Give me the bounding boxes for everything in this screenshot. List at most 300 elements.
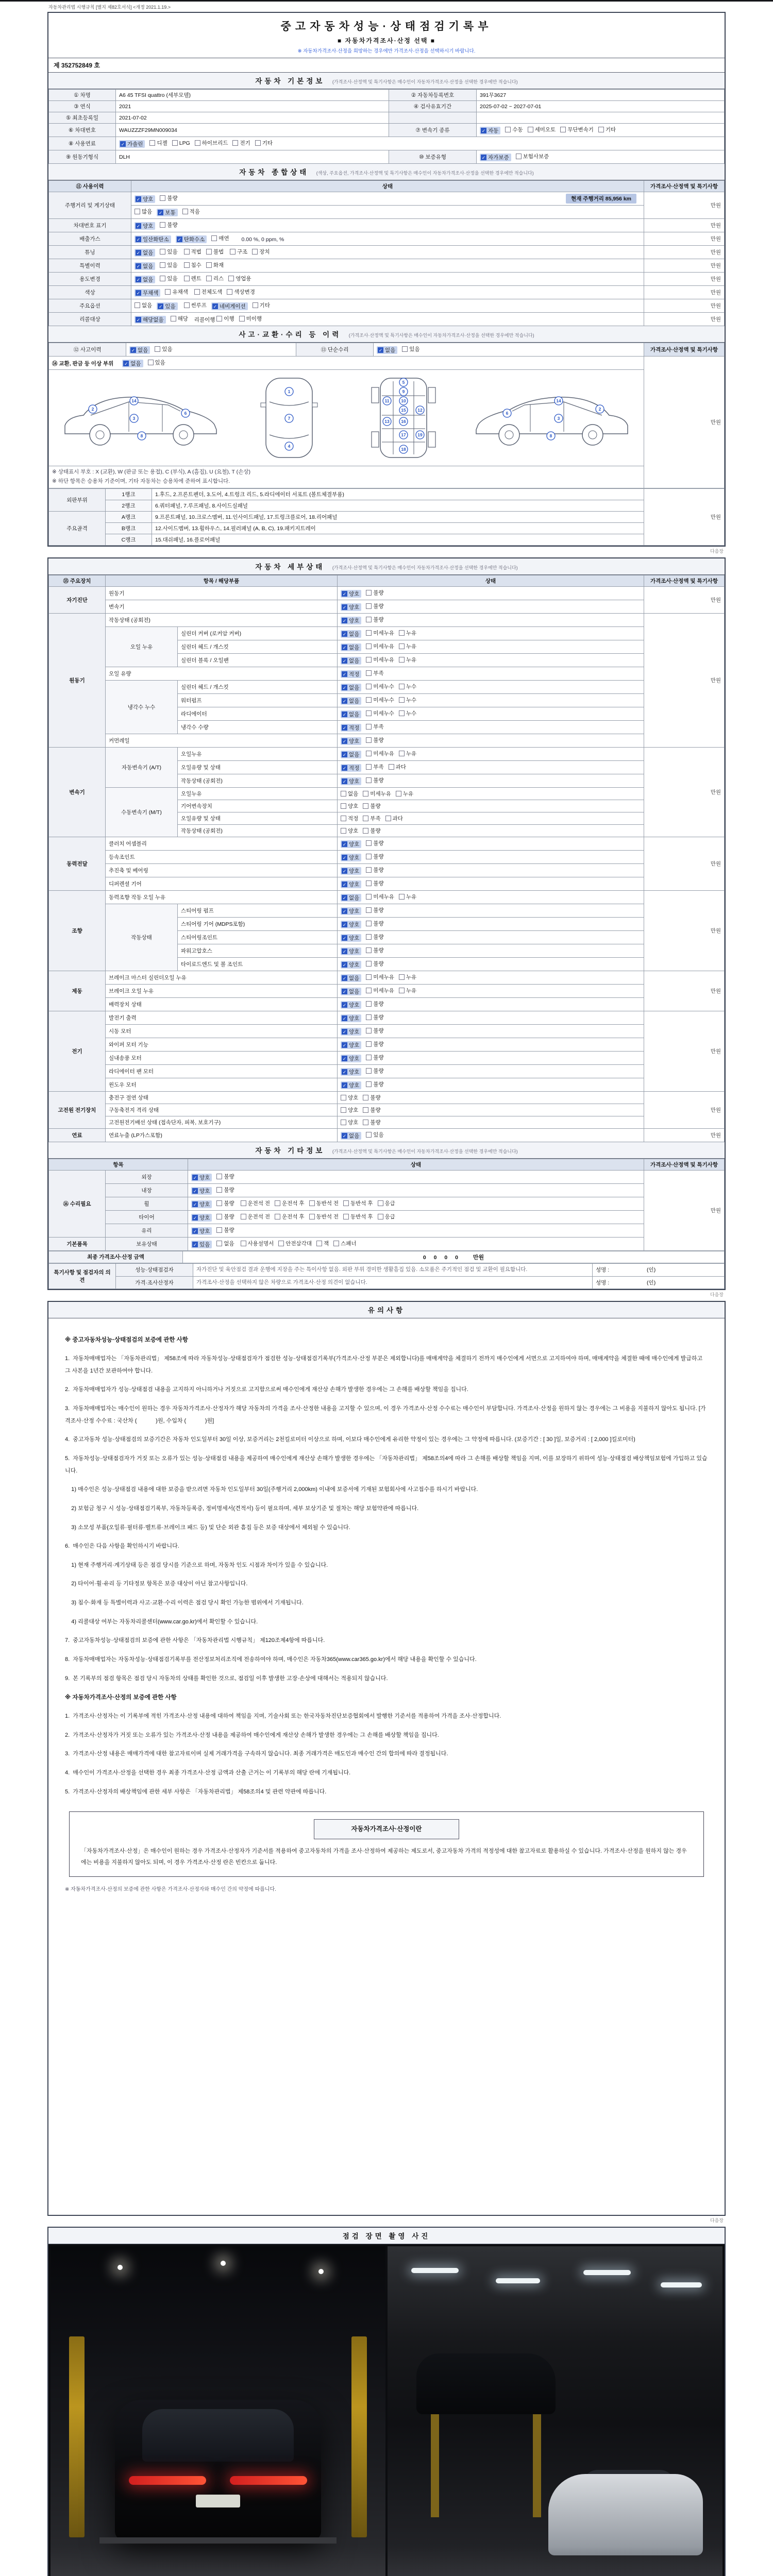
table-header-row (49, 1159, 725, 1170)
checkbox-checked[interactable] (135, 276, 155, 283)
checkbox-unchecked[interactable] (275, 1199, 305, 1207)
checkbox-unchecked[interactable] (216, 1186, 234, 1194)
checkbox-checked[interactable] (341, 657, 361, 665)
checkbox-unchecked[interactable] (378, 1199, 395, 1207)
misc-table (48, 1159, 725, 1251)
checkbox-unchecked[interactable] (598, 126, 616, 133)
checkbox-label: 미이행 (246, 316, 262, 322)
part-number-text: 2 (91, 406, 94, 412)
part-number-text: 1 (288, 389, 291, 394)
checkbox-checked[interactable] (341, 1068, 361, 1076)
checkbox-checked[interactable] (341, 840, 361, 848)
glass-options (188, 1224, 644, 1237)
checkbox-label: 누유 (406, 630, 417, 636)
checkbox-unchecked[interactable] (560, 126, 594, 133)
checkbox-unchecked[interactable] (366, 853, 383, 860)
checkbox-unchecked[interactable] (341, 1094, 358, 1101)
checkbox-box (366, 751, 372, 756)
checkbox-unchecked[interactable] (399, 750, 416, 757)
current-mileage-chip: 현재 주행거리 85,956 km (566, 194, 636, 204)
item-label: 디퍼렌셜 기어 (106, 877, 338, 890)
table-header-row (49, 575, 725, 586)
checkbox-checked[interactable] (341, 867, 361, 875)
checkbox-box (366, 854, 372, 859)
checkbox-checked[interactable] (341, 684, 361, 691)
checkbox-unchecked[interactable] (194, 288, 223, 296)
notice-item: 3. 가격조사·산정 내용은 매매가격에 대한 참고자료이며 실제 거래가격을 구속하지 않습니다. 최종 거래가격은 매도인과 매수인 간의 합의에 따라 결정됩니다. (65, 1751, 448, 1757)
checkbox-label: 없음 (143, 250, 154, 256)
checkbox-unchecked[interactable] (366, 866, 383, 874)
checkbox-box: ✓ (342, 698, 347, 704)
checkbox-box (160, 195, 165, 201)
checkbox-unchecked[interactable] (366, 920, 383, 927)
checkbox-unchecked[interactable] (216, 315, 234, 323)
checkbox-label: 과다 (395, 764, 406, 770)
checkbox-label: 자가보증 (488, 155, 509, 161)
checkbox-checked[interactable] (341, 777, 361, 785)
checkbox-label: 불량 (373, 934, 384, 940)
transmission-options (477, 124, 725, 137)
checkbox-checked[interactable] (191, 1200, 212, 1208)
checkbox-unchecked[interactable] (399, 656, 416, 664)
checkbox-unchecked[interactable] (399, 629, 416, 637)
checkbox-unchecked[interactable] (160, 248, 177, 256)
checkbox-unchecked[interactable] (399, 642, 416, 650)
checkbox-box (216, 1214, 222, 1219)
checkbox-box: ✓ (342, 882, 347, 887)
checkbox-label: 양호 (348, 1107, 359, 1113)
checkbox-unchecked[interactable] (396, 790, 413, 798)
checkbox-unchecked[interactable] (155, 345, 172, 353)
detail-row (49, 1064, 725, 1078)
ceiling-light-glow (221, 2261, 226, 2266)
item-label: 스티어링 펌프 (178, 904, 338, 917)
tire-cell (188, 1210, 644, 1224)
checkbox-unchecked[interactable] (232, 139, 250, 147)
checkbox-unchecked[interactable] (366, 879, 383, 887)
status-cell (338, 1128, 644, 1142)
checkbox-checked[interactable] (341, 1081, 361, 1089)
checkbox-checked[interactable] (135, 222, 155, 230)
checkbox-box: ✓ (193, 1228, 197, 1234)
checkbox-checked[interactable] (135, 316, 166, 324)
checkbox-checked[interactable] (191, 1227, 212, 1235)
checkbox-checked[interactable] (341, 1132, 361, 1140)
checkbox-unchecked[interactable] (402, 345, 419, 353)
recall-done-options (216, 317, 266, 323)
device-label: 고전원 전기장치 (49, 1091, 106, 1128)
checkbox-unchecked[interactable] (366, 736, 383, 744)
checkbox-checked[interactable] (377, 346, 397, 354)
checkbox-checked[interactable] (341, 751, 361, 758)
checkbox-unchecked[interactable] (227, 288, 255, 296)
checkbox-box (399, 630, 405, 636)
ceiling-light-glow (117, 2265, 123, 2270)
checkbox-unchecked[interactable] (363, 1118, 380, 1126)
checkbox-unchecked[interactable] (363, 790, 391, 798)
checkbox-box (366, 1028, 372, 1033)
checkbox-unchecked[interactable] (366, 616, 383, 623)
checkbox-checked[interactable] (341, 710, 361, 718)
checkbox-unchecked[interactable] (528, 126, 556, 133)
checkbox-box (366, 934, 372, 940)
checkbox-unchecked[interactable] (255, 139, 273, 147)
checkbox-unchecked[interactable] (343, 1213, 373, 1221)
checkbox-unchecked[interactable] (216, 1199, 234, 1207)
checkbox-unchecked[interactable] (366, 763, 383, 771)
checkbox-unchecked[interactable] (239, 315, 262, 323)
checkbox-unchecked[interactable] (366, 1040, 383, 1048)
checkbox-box (402, 346, 408, 352)
checkbox-box: ✓ (213, 304, 217, 309)
checkbox-unchecked[interactable] (366, 987, 394, 994)
checkbox-unchecked[interactable] (184, 261, 201, 269)
checkbox-unchecked[interactable] (366, 1054, 383, 1061)
checkbox-box (366, 1081, 372, 1087)
checkbox-unchecked[interactable] (366, 709, 394, 717)
checkbox-checked[interactable] (341, 880, 361, 888)
checkbox-checked[interactable] (135, 195, 155, 203)
checkbox-checked[interactable] (341, 1001, 361, 1009)
checkbox-unchecked[interactable] (399, 987, 416, 994)
checkbox-label: 양호 (349, 948, 360, 955)
checkbox-label: 누유 (402, 790, 414, 797)
checkbox-checked[interactable] (341, 1014, 361, 1022)
checkbox-unchecked[interactable] (366, 602, 383, 610)
checkbox-unchecked[interactable] (366, 642, 394, 650)
appraiser-signature-field[interactable]: 성명 : (인) (593, 1276, 725, 1289)
checkbox-unchecked[interactable] (363, 1106, 380, 1114)
checkbox-box: ✓ (136, 264, 141, 269)
checkbox-checked[interactable] (341, 617, 361, 624)
checkbox-unchecked[interactable] (160, 194, 177, 202)
photos-section-bar (48, 2228, 725, 2244)
checkbox-label: 장치 (259, 249, 270, 255)
checkbox-unchecked[interactable] (216, 1173, 234, 1180)
checkbox-checked[interactable] (341, 961, 361, 969)
checkbox-checked[interactable] (480, 127, 500, 134)
checkbox-box: ✓ (193, 1242, 197, 1247)
status-cell (338, 613, 644, 626)
checkbox-checked[interactable] (341, 1055, 361, 1062)
engine-type-label: ⑨ 원동기형식 (49, 150, 116, 164)
checkbox-checked[interactable] (341, 947, 361, 955)
detail-row (49, 787, 725, 800)
checkbox-unchecked[interactable] (135, 208, 152, 215)
checkbox-unchecked[interactable] (135, 301, 152, 309)
checkbox-unchecked[interactable] (366, 1131, 383, 1139)
document-subtitle: ■ 자동차가격조사·산정 선택 ■ (337, 37, 435, 44)
checkbox-label: 전체도색 (201, 289, 223, 295)
status-cell (338, 747, 644, 760)
checkbox-checked[interactable] (129, 346, 150, 354)
checkbox-unchecked[interactable] (230, 248, 247, 256)
checkbox-unchecked[interactable] (184, 248, 201, 256)
checkbox-unchecked[interactable] (341, 1106, 358, 1114)
checkbox-checked[interactable] (341, 697, 361, 705)
checkbox-label: 불량 (373, 920, 384, 927)
status-cell (338, 1078, 644, 1091)
checkbox-unchecked[interactable] (172, 140, 190, 146)
checkbox-checked[interactable] (211, 302, 248, 310)
checkbox-checked[interactable] (341, 737, 361, 745)
checkbox-unchecked[interactable] (206, 275, 224, 282)
checkbox-unchecked[interactable] (366, 1027, 383, 1035)
checkbox-box (211, 235, 217, 241)
checkbox-unchecked[interactable] (363, 815, 380, 822)
checkbox-unchecked[interactable] (184, 301, 207, 309)
checkbox-unchecked[interactable] (241, 1199, 271, 1207)
checkbox-box: ✓ (342, 618, 347, 623)
checkbox-checked[interactable] (341, 590, 361, 598)
checkbox-unchecked[interactable] (160, 221, 177, 229)
checkbox-unchecked[interactable] (171, 315, 188, 323)
checkbox-unchecked[interactable] (184, 275, 201, 282)
checkbox-unchecked[interactable] (182, 208, 200, 215)
checkbox-label: 응급 (384, 1213, 395, 1220)
checkbox-unchecked[interactable] (216, 1226, 234, 1234)
checkbox-unchecked[interactable] (278, 1240, 312, 1247)
inspection-photo-garage (388, 2246, 722, 2576)
checkbox-box (366, 988, 372, 993)
checkbox-checked[interactable] (135, 289, 160, 297)
checkbox-checked[interactable] (341, 630, 361, 638)
checkbox-unchecked[interactable] (366, 589, 383, 597)
checkbox-unchecked[interactable] (366, 933, 383, 941)
checkbox-unchecked[interactable] (309, 1213, 339, 1221)
checkbox-checked[interactable] (341, 643, 361, 651)
checkbox-label: 양호 (349, 841, 360, 848)
checkbox-unchecked[interactable] (206, 248, 224, 256)
table-row (49, 1224, 725, 1237)
emission-value: 0.00 %, 0 ppm, % (241, 236, 284, 243)
checkbox-checked[interactable] (122, 360, 143, 367)
checkbox-unchecked[interactable] (366, 683, 394, 690)
inspector-signature-field[interactable]: 성명 : (인) (593, 1263, 725, 1276)
checkbox-unchecked[interactable] (366, 1013, 383, 1021)
checkbox-unchecked[interactable] (399, 696, 416, 704)
checkbox-checked[interactable] (119, 140, 145, 148)
checkbox-checked[interactable] (341, 854, 361, 861)
checkbox-box (341, 1120, 346, 1125)
checkbox-checked[interactable] (191, 1174, 212, 1181)
checkbox-checked[interactable] (341, 907, 361, 915)
checkbox-unchecked[interactable] (366, 1080, 383, 1088)
checkbox-unchecked[interactable] (341, 802, 358, 810)
checkbox-checked[interactable] (191, 1187, 212, 1195)
checkbox-box: ✓ (342, 671, 347, 677)
detail-row (49, 984, 725, 997)
misc-status-header: 상태 (188, 1159, 644, 1170)
checkbox-box (278, 1241, 284, 1246)
checkbox-checked[interactable] (341, 670, 361, 678)
accident-section-note: (가격조사·산정액 및 특기사항은 매수인이 자동차가격조사·산정을 선택한 경우에만 적습니다) (348, 333, 534, 338)
checkbox-checked[interactable] (341, 974, 361, 982)
vin-mark-label: 차대번호 표기 (49, 219, 131, 232)
status-cell (338, 680, 644, 693)
checkbox-label: 있음 (199, 1241, 210, 1248)
checkbox-unchecked[interactable] (366, 629, 394, 637)
checkbox-checked[interactable] (341, 724, 361, 732)
checkbox-box: ✓ (342, 658, 347, 664)
checkbox-unchecked[interactable] (206, 261, 224, 269)
color-options (135, 290, 193, 296)
checkbox-checked[interactable] (191, 1214, 212, 1222)
checkbox-box (216, 1187, 222, 1193)
checkbox-unchecked[interactable] (341, 815, 358, 822)
checkbox-label: 없음 (349, 975, 360, 981)
part-number-text: 8 (140, 433, 143, 438)
checkbox-box: ✓ (481, 155, 486, 160)
gauge-options (135, 196, 182, 202)
reg-no-value: 391무3627 (477, 90, 725, 101)
checkbox-box (241, 1214, 246, 1219)
checkbox-box: ✓ (193, 1188, 197, 1194)
checkbox-label: 누유 (406, 750, 417, 757)
checkbox-unchecked[interactable] (341, 827, 358, 835)
checkbox-checked[interactable] (341, 921, 361, 928)
detail-row (49, 1128, 725, 1142)
checkbox-unchecked[interactable] (378, 1213, 395, 1221)
checkbox-unchecked[interactable] (505, 126, 523, 133)
checkbox-box: ✓ (342, 935, 347, 941)
checkbox-unchecked[interactable] (366, 906, 383, 914)
checkbox-unchecked[interactable] (366, 839, 383, 847)
checkbox-unchecked[interactable] (366, 960, 383, 968)
item-label: 오일누유 (178, 747, 338, 760)
checkbox-checked[interactable] (157, 209, 177, 216)
color-label: 색상 (49, 286, 131, 299)
checkbox-unchecked[interactable] (333, 1240, 356, 1247)
table-row (49, 299, 725, 313)
status-cell (338, 787, 644, 800)
checkbox-checked[interactable] (157, 302, 177, 310)
item-label: 윈도우 모터 (106, 1078, 338, 1091)
checkbox-checked[interactable] (480, 154, 511, 161)
checkbox-unchecked[interactable] (399, 973, 416, 981)
checkbox-unchecked[interactable] (366, 656, 394, 664)
checkbox-checked[interactable] (341, 934, 361, 942)
checkbox-checked[interactable] (341, 988, 361, 995)
checkbox-unchecked[interactable] (363, 1094, 380, 1101)
ceiling-light-glow (318, 2269, 324, 2274)
checkbox-unchecked[interactable] (148, 359, 165, 366)
exterior-label: 외장 (106, 1170, 188, 1183)
checkbox-checked[interactable] (135, 249, 155, 257)
table-row (49, 219, 725, 232)
checkbox-box (399, 710, 405, 716)
notices-sectionA-heading: ※ 중고자동차성능·상태점검의 보증에 관한 사항 (65, 1337, 188, 1344)
checkbox-unchecked[interactable] (275, 1213, 305, 1221)
price-cell: 만원 (644, 232, 725, 246)
checkbox-unchecked[interactable] (366, 723, 383, 731)
checkbox-unchecked[interactable] (363, 827, 380, 835)
item-label: 오일유량 및 상태 (178, 812, 338, 824)
checkbox-unchecked[interactable] (399, 893, 416, 901)
checkbox-checked[interactable] (341, 764, 361, 772)
checkbox-checked[interactable] (176, 235, 207, 243)
checkbox-unchecked[interactable] (366, 1000, 383, 1008)
checkbox-unchecked[interactable] (211, 234, 229, 242)
notice-item: 1. 자동차매매업자는 「자동차관리법」 제58조에 따라 자동차성능·상태점검자가 점검한 성능·상태점검기록부(가격조사·산정 부분은 제외합니다)를 매매계약을 체결하기 전까지 매수인에게 서면으로 고지하여야 하며, 매매계약을 체결한 때에 매수인에게 발급하고 그 사본을 1년간 보관하여야 합니다. (65, 1355, 704, 1374)
checkbox-label: 부족 (373, 670, 384, 676)
checkbox-unchecked[interactable] (160, 275, 177, 282)
checkbox-unchecked[interactable] (516, 152, 549, 160)
checkbox-box (160, 222, 165, 228)
checkbox-unchecked[interactable] (389, 763, 406, 771)
checkbox-unchecked[interactable] (252, 248, 270, 256)
notice-item: 4. 매수인이 가격조사·산정을 선택한 경우 최종 가격조사·산정 금액과 산출 근거는 이 기록부의 해당 란에 기재됩니다. (65, 1769, 351, 1776)
checkbox-unchecked[interactable] (216, 1240, 234, 1247)
checkbox-unchecked[interactable] (341, 1118, 358, 1126)
checkbox-unchecked[interactable] (366, 750, 394, 757)
checkbox-box (160, 276, 165, 281)
checkbox-checked[interactable] (341, 1041, 361, 1049)
checkbox-unchecked[interactable] (366, 696, 394, 704)
checkbox-box (182, 209, 188, 214)
checkbox-unchecked[interactable] (366, 1067, 383, 1075)
sub-device-label: 작동상태 (106, 904, 178, 971)
checkbox-unchecked[interactable] (316, 1240, 329, 1247)
checkbox-label: 양호 (349, 1069, 360, 1075)
checkbox-checked[interactable] (341, 1028, 361, 1036)
checkbox-unchecked[interactable] (366, 669, 383, 677)
detail-row (49, 747, 725, 760)
checkbox-unchecked[interactable] (309, 1199, 339, 1207)
checkbox-checked[interactable] (341, 894, 361, 902)
checkbox-unchecked[interactable] (343, 1199, 373, 1207)
checkbox-label: 누유 (406, 974, 417, 980)
checkbox-box (366, 697, 372, 703)
notice-item: 1. 가격조사·산정자는 이 기록부에 적힌 가격조사·산정 내용에 대하여 책임을 지며, 기술사회 또는 한국자동차진단보증협회에서 발행한 기준서를 적용하여 가격을 조사·산정합니다. (65, 1713, 501, 1719)
notices-footnote: ※ 자동차가격조사·산정의 보증에 관한 사항은 가격조사·산정자와 매수인 간의 약정에 따릅니다. (65, 1887, 276, 1893)
checkbox-unchecked[interactable] (165, 288, 188, 296)
checkbox-unchecked[interactable] (228, 275, 251, 282)
checkbox-unchecked[interactable] (366, 973, 394, 981)
checkbox-box (366, 921, 372, 926)
checkbox-unchecked[interactable] (216, 1213, 234, 1221)
checkbox-checked[interactable] (135, 235, 171, 243)
checkbox-unchecked[interactable] (253, 301, 270, 309)
checkbox-unchecked[interactable] (366, 946, 383, 954)
price-header: 가격조사·산정액 및 특기사항 (644, 343, 725, 357)
checkbox-unchecked[interactable] (241, 1240, 274, 1247)
checkbox-checked[interactable] (191, 1241, 212, 1248)
checkbox-box (389, 764, 394, 770)
checkbox-unchecked[interactable] (385, 815, 403, 822)
checkbox-unchecked[interactable] (241, 1213, 271, 1221)
checkbox-unchecked[interactable] (160, 261, 177, 269)
checkbox-unchecked[interactable] (363, 802, 380, 810)
checkbox-checked[interactable] (341, 603, 361, 611)
checkbox-box (366, 1001, 372, 1007)
checkbox-unchecked[interactable] (341, 790, 358, 798)
checkbox-unchecked[interactable] (399, 709, 416, 717)
checkbox-unchecked[interactable] (366, 776, 383, 784)
table-row (49, 1276, 725, 1289)
checkbox-unchecked[interactable] (399, 683, 416, 690)
checkbox-label: 구조 (237, 249, 248, 255)
checkbox-unchecked[interactable] (149, 139, 167, 147)
checkbox-unchecked[interactable] (195, 139, 228, 147)
part-number-text: 6 (506, 411, 509, 416)
checkbox-unchecked[interactable] (366, 893, 394, 901)
fuel-options (116, 137, 725, 150)
checkbox-label: 양호 (349, 961, 360, 968)
checkbox-label: 미세누유 (373, 987, 394, 994)
checkbox-checked[interactable] (135, 262, 155, 270)
checkbox-label: 불량 (373, 880, 384, 887)
